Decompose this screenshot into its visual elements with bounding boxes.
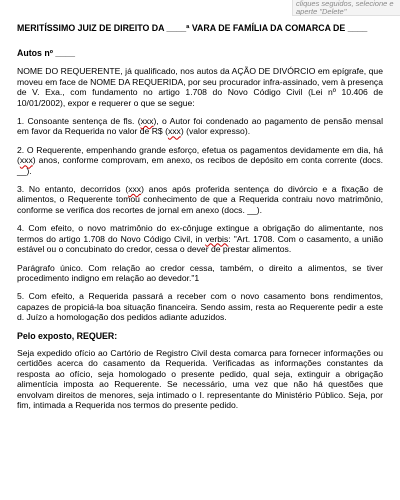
p1-placeholder-1: xxx bbox=[140, 116, 154, 127]
paragraph-1 bbox=[17, 116, 383, 137]
p3-placeholder-1: xxx bbox=[128, 184, 142, 195]
paragraph-2 bbox=[17, 145, 383, 176]
p1-text-b: ), o Autor foi condenado ao pagamento de pensão mensal em favor da Requerida no valor de R$ ( bbox=[17, 116, 383, 137]
p1-placeholder-2: xxx bbox=[167, 126, 181, 137]
p1-text-a: 1. Consoante sentença de fls. ( bbox=[17, 116, 141, 127]
p4-text-a: 4. Com efeito, o novo matrimônio do ex-cônjuge extingue a obrigação do alimentante, nos termos do artigo 1.708 do Novo Código Civil, in bbox=[17, 223, 383, 244]
paragrafo-unico: Parágrafo único. Com relação ao credor cessa, também, o direito a alimentos, se tiver procedimento indigno em relação ao devedor."1 bbox=[17, 262, 383, 283]
requer-heading: Pelo exposto, REQUER: bbox=[17, 330, 118, 341]
p4-text-b: : "Art. 1708. Com o casamento, a união estável ou o concubinato do credor, cessa o dever de prestar alimentos. bbox=[17, 233, 383, 255]
case-number: Autos nº ____ bbox=[17, 48, 75, 58]
p2-text-b: ) anos, conforme comprovam, em anexo, os recibos de depósito em conta corrente (docs. __). bbox=[17, 155, 383, 176]
p4-verbis: verbis bbox=[205, 233, 229, 244]
paragraph-3 bbox=[17, 184, 383, 215]
final-request-paragraph: Seja expedido ofício ao Cartório de Registro Civil desta comarca para fornecer informações ou certidões acerca do casamento da Requerida. Verificadas as informações constantes da resposta ao ofício, seja homologado o presente pedido, qual seja, extinguir a obrigação alimentícia imposta ao Requerente. Se necessário, uma vez que não há questões que envolvam direitos de menores, seja intimado o I. representante do Ministério Público. Seja, por fim, intimada a Requerida nos termos do presente pedido. bbox=[17, 347, 383, 410]
hint-line-2: aperte "Delete" bbox=[296, 7, 347, 16]
intro-paragraph: NOME DO REQUERENTE, já qualificado, nos autos da AÇÃO DE DIVÓRCIO em epígrafe, que moveu em face de NOME DA REQUERIDA, por seu procurador infra-assinado, vem à presença de V. Exa., com fundamento no artigo 1.708 do Novo Código Civil (Lei nº 10.406 de 10/01/2002), expor e requerer o que se segue: bbox=[17, 66, 383, 108]
paragraph-5: 5. Com efeito, a Requerida passará a receber com o novo casamento bons rendimentos, capazes de propiciá-la boa situação financeira. Sendo assim, resta ao Requerente pedir a este d. Juízo a homologação dos pedidos adiante aduzidos. bbox=[17, 291, 383, 323]
hint-line-1: cliques seguidos, selecione e bbox=[296, 0, 394, 8]
p2-text-a: 2. O Requerente, empenhando grande esforço, efetua os pagamentos devidamente em dia, há ( bbox=[17, 144, 383, 166]
document-title: MERITÍSSIMO JUIZ DE DIREITO DA ____ª VARA DE FAMÍLIA DA COMARCA DE ____ bbox=[17, 23, 368, 33]
p1-text-c: ) (valor expresso). bbox=[180, 126, 251, 137]
editing-hint-tooltip bbox=[292, 0, 400, 16]
paragraph-4 bbox=[17, 223, 383, 254]
p2-placeholder-1: xxx bbox=[19, 155, 33, 166]
document-body bbox=[17, 23, 383, 418]
p3-text-b: ) anos após proferida sentença do divórcio e a fixação de alimentos, o Requerente tomou conhecimento de que a Requerida contraiu novo matrimônio, conforme se verifica dos recortes de jornal em anexo (docs. __). bbox=[17, 184, 383, 215]
p3-text-a: 3. No entanto, decorridos ( bbox=[17, 184, 129, 195]
